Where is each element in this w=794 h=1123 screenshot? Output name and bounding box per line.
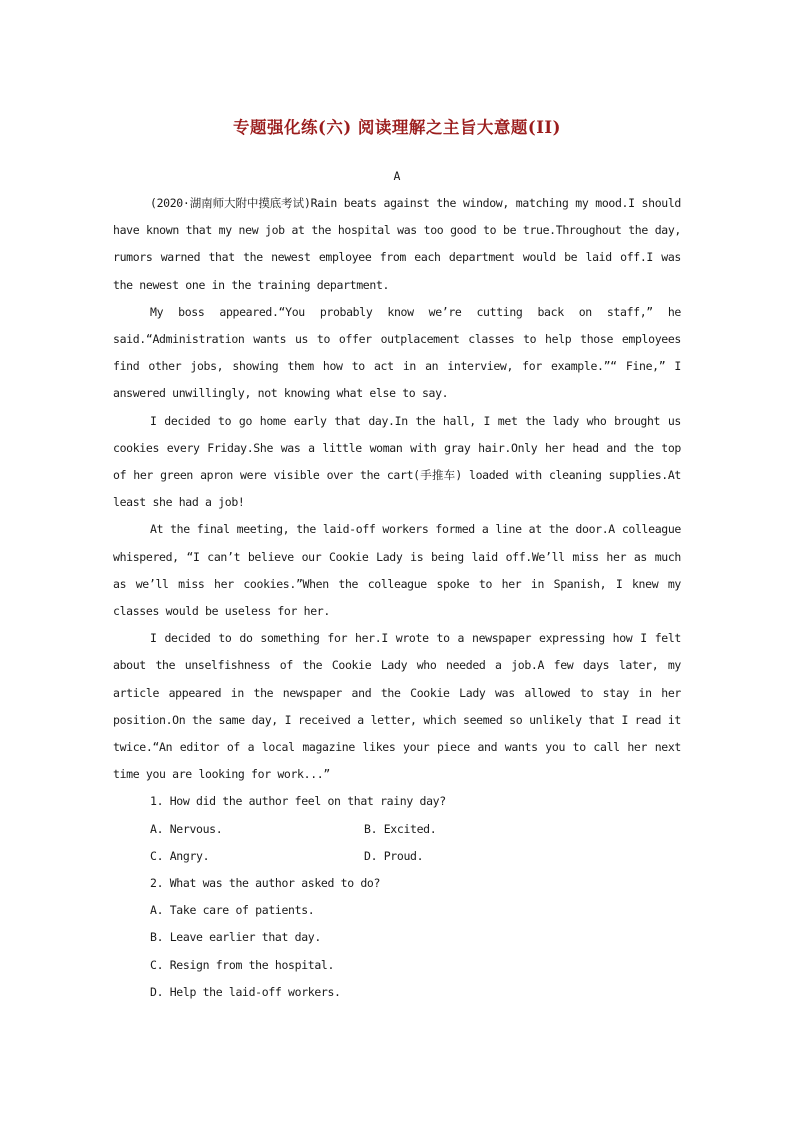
paragraph: I decided to do something for her.I wrote to a newspaper expressing how I felt about the unselfishness of the Cookie Lady who needed a job.A few days later, my article appeared in the newspaper and the Cookie Lady was allowed to stay in her position.On the same day, I received a letter, which seemed so unlikely that I read it twice.“An editor of a local magazine likes your piece and wants you to call her next time you are looking for work...”	[113, 631, 681, 782]
option-b: B. Excited.	[364, 821, 437, 836]
passage-body	[113, 190, 681, 1006]
document-title: 专题强化练(六) 阅读理解之主旨大意题(II)	[233, 118, 561, 137]
paragraph: At the final meeting, the laid-off workers formed a line at the door.A colleague whispered, “I can’t believe our Cookie Lady is being laid off.We’ll miss her as much as we’ll miss her cookies.”When the colleague spoke to her in Spanish, I knew my classes would be useless for her.	[113, 522, 681, 619]
question-2	[113, 870, 681, 1006]
option-d: D. Help the laid-off workers.	[150, 984, 341, 999]
option-c: C. Angry.	[150, 848, 210, 863]
option-a: A. Nervous.	[150, 821, 223, 836]
option-a: A. Take care of patients.	[150, 903, 315, 918]
option-d: D. Proud.	[364, 848, 424, 863]
paragraph: I decided to go home early that day.In the hall, I met the lady who brought us cookies every Friday.She was a little woman with gray hair.Only her head and the top of her green apron were visible over the cart(手推车) loaded with cleaning supplies.At least she had a job!	[113, 413, 681, 510]
option-b: B. Leave earlier that day.	[150, 930, 321, 945]
option-c: C. Resign from the hospital.	[150, 957, 335, 972]
question-stem: 2. What was the author asked to do?	[150, 876, 381, 891]
option-row	[113, 843, 681, 870]
option-row	[113, 816, 681, 843]
question-1	[113, 788, 681, 870]
paragraph: (2020·湖南师大附中摸底考试)Rain beats against the window, matching my mood.I should have known that my new job at the hospital was too good to be true.Throughout the day, rumors warned that the newest employee from each department would be laid off.I was the newest one in the training department.	[113, 196, 681, 292]
paragraph: My boss appeared.“You probably know we’re cutting back on staff,” he said.“Administration wants us to offer outplacement classes to help those employees find other jobs, showing them how to act in an interview, for example.”“ Fine,” I answered unwillingly, not knowing what else to say.	[113, 304, 681, 401]
passage-label: A	[393, 169, 401, 183]
question-stem: 1. How did the author feel on that rainy day?	[150, 794, 446, 809]
